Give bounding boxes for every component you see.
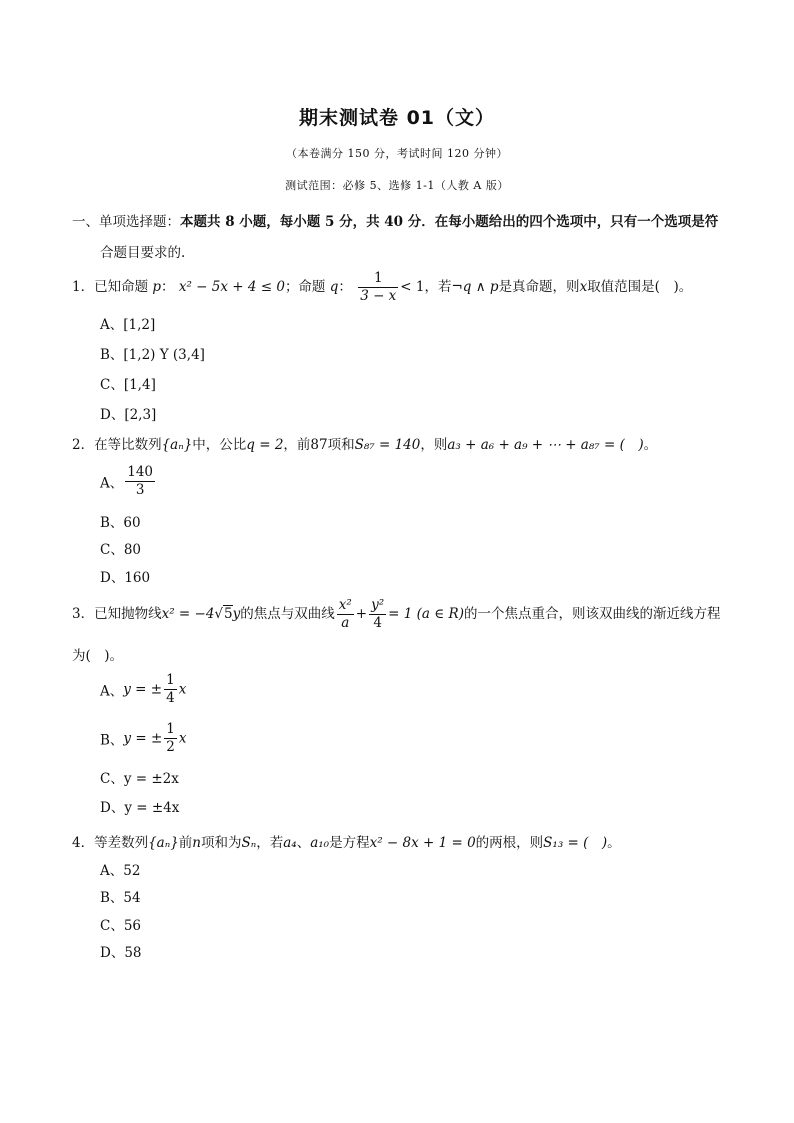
fraction-denominator: 3 − x	[360, 288, 397, 304]
question-number: 3．	[72, 606, 95, 622]
math-var: y	[232, 606, 241, 622]
math-var: x	[178, 730, 187, 747]
option-3a[interactable]	[100, 672, 186, 707]
option-3b[interactable]	[100, 721, 186, 756]
sqrt-symbol: √	[214, 606, 224, 622]
question-2	[72, 433, 732, 453]
question-text: 是方程	[329, 835, 370, 851]
fraction-numerator: y²	[371, 597, 385, 613]
question-text: 的焦点与双曲线	[240, 606, 335, 622]
fraction-denominator: 4	[166, 690, 175, 706]
question-text: 取值范围是( )。	[587, 279, 693, 295]
option-3d[interactable]: D、y = ±4x	[100, 800, 180, 816]
fraction	[337, 597, 354, 632]
math-expr: y = ±	[123, 681, 163, 698]
math-expr: ¬q ∧ p	[451, 279, 499, 295]
question-text: 中，公比	[192, 437, 247, 453]
exam-subtitle: （本卷满分 150 分，考试时间 120 分钟）	[286, 147, 508, 160]
question-text: 的两根，则	[475, 835, 544, 851]
math-radicand: 5	[224, 606, 233, 622]
math-expr: q = 2	[246, 437, 284, 453]
section-intro: 本题共 8 小题，每小题 5 分，共 40 分．在每小题给出的四个选项中，只有一个选项是符	[180, 214, 719, 230]
question-text: ，若	[256, 835, 284, 851]
option-2d[interactable]: D、160	[100, 570, 151, 586]
fraction-numerator: 1	[166, 672, 175, 688]
option-4b[interactable]: B、54	[100, 890, 141, 906]
fraction-denominator: 4	[373, 615, 382, 631]
math-expr: {aₙ}	[148, 835, 179, 851]
fraction-denominator: a	[341, 615, 350, 631]
section-heading	[72, 207, 732, 269]
question-3-continuation: 为( )。	[72, 648, 124, 664]
section-intro-continuation: 合题目要求的.	[100, 245, 186, 261]
math-var: x	[579, 279, 588, 295]
question-text: ；命题	[284, 279, 326, 295]
question-text: 在等比数列	[94, 437, 162, 453]
math-expr: = 1 (a ∈ R)	[388, 606, 464, 622]
fraction-numerator: 1	[358, 270, 398, 288]
fraction-denominator: 3	[135, 482, 145, 498]
math-expr: a₁₀	[310, 835, 330, 851]
question-text: 是真命题，则	[498, 279, 580, 295]
option-2b[interactable]: B、60	[100, 515, 141, 531]
fraction-denominator: 2	[166, 739, 175, 755]
question-number: 1．	[72, 279, 95, 295]
option-2c[interactable]: C、80	[100, 542, 142, 558]
math-var: p	[152, 279, 162, 295]
math-expr: x² − 8x + 1 = 0	[369, 835, 476, 851]
fraction-numerator: 1	[166, 721, 175, 737]
fraction-numerator: 140	[127, 464, 154, 480]
math-var: n	[192, 835, 201, 851]
option-2a[interactable]	[100, 464, 157, 499]
fraction	[125, 464, 155, 499]
question-text: 的一个焦点重合，则该双曲线的渐近线方程	[463, 606, 721, 622]
option-1a[interactable]: A、[1,2]	[100, 317, 156, 333]
math-var: q	[329, 279, 339, 295]
math-number: 87	[310, 437, 328, 453]
question-1	[72, 270, 732, 305]
question-text: 、	[296, 835, 311, 851]
math-expr: a₃ + a₆ + a₉ + ⋯ + a₈₇ = ( )	[447, 437, 644, 453]
question-3	[72, 597, 732, 632]
option-4c[interactable]: C、56	[100, 918, 142, 934]
question-text: 已知命题	[94, 279, 149, 295]
exam-title: 期末测试卷 01（文）	[298, 107, 496, 129]
math-expr: S₁₃ = ( )	[543, 835, 608, 851]
question-text: 等差数列	[94, 835, 149, 851]
fraction	[369, 597, 386, 632]
math-expr: < 1	[400, 279, 425, 295]
question-text: ，前	[283, 437, 311, 453]
section-label: 一、单项选择题：	[72, 214, 180, 230]
question-text: ，若	[424, 279, 452, 295]
question-text: 项和为	[201, 835, 242, 851]
question-text: 项和	[327, 437, 355, 453]
math-expr: S₈₇ = 140	[354, 437, 421, 453]
question-text: 。	[643, 437, 658, 453]
math-expr: x² − 5x + 4 ≤ 0	[178, 279, 285, 295]
option-1d[interactable]: D、[2,3]	[100, 407, 157, 423]
fraction	[164, 672, 177, 707]
math-expr: {aₙ}	[161, 437, 193, 453]
math-expr: Sₙ	[241, 835, 257, 851]
fraction-numerator: x²	[338, 597, 352, 613]
option-3c[interactable]: C、y = ±2x	[100, 771, 179, 787]
math-expr: y = ±	[123, 730, 163, 747]
exam-scope: 测试范围：必修 5、选修 1-1（人教 A 版）	[285, 179, 509, 192]
fraction	[164, 721, 177, 756]
math-operator: +	[355, 606, 368, 622]
question-text: 前	[178, 835, 193, 851]
option-label: B、	[100, 732, 124, 749]
question-number: 4．	[72, 835, 95, 851]
fraction	[358, 270, 398, 305]
question-number: 2．	[72, 437, 95, 453]
question-text: 。	[607, 835, 621, 851]
math-expr: x² = −4	[161, 606, 215, 622]
option-1c[interactable]: C、[1,4]	[100, 377, 156, 393]
question-text: ，则	[420, 437, 448, 453]
option-4a[interactable]: A、52	[100, 863, 141, 879]
question-text: ：	[338, 279, 352, 295]
question-text: ：	[161, 279, 175, 295]
option-label: A、	[100, 683, 124, 700]
math-var: x	[178, 681, 187, 698]
question-4	[72, 831, 732, 851]
option-4d[interactable]: D、58	[100, 945, 142, 961]
option-1b[interactable]: B、[1,2) Y (3,4]	[100, 347, 205, 363]
question-text: 已知抛物线	[94, 606, 162, 622]
option-label: A、	[100, 475, 124, 492]
math-expr: a₄	[283, 835, 297, 851]
